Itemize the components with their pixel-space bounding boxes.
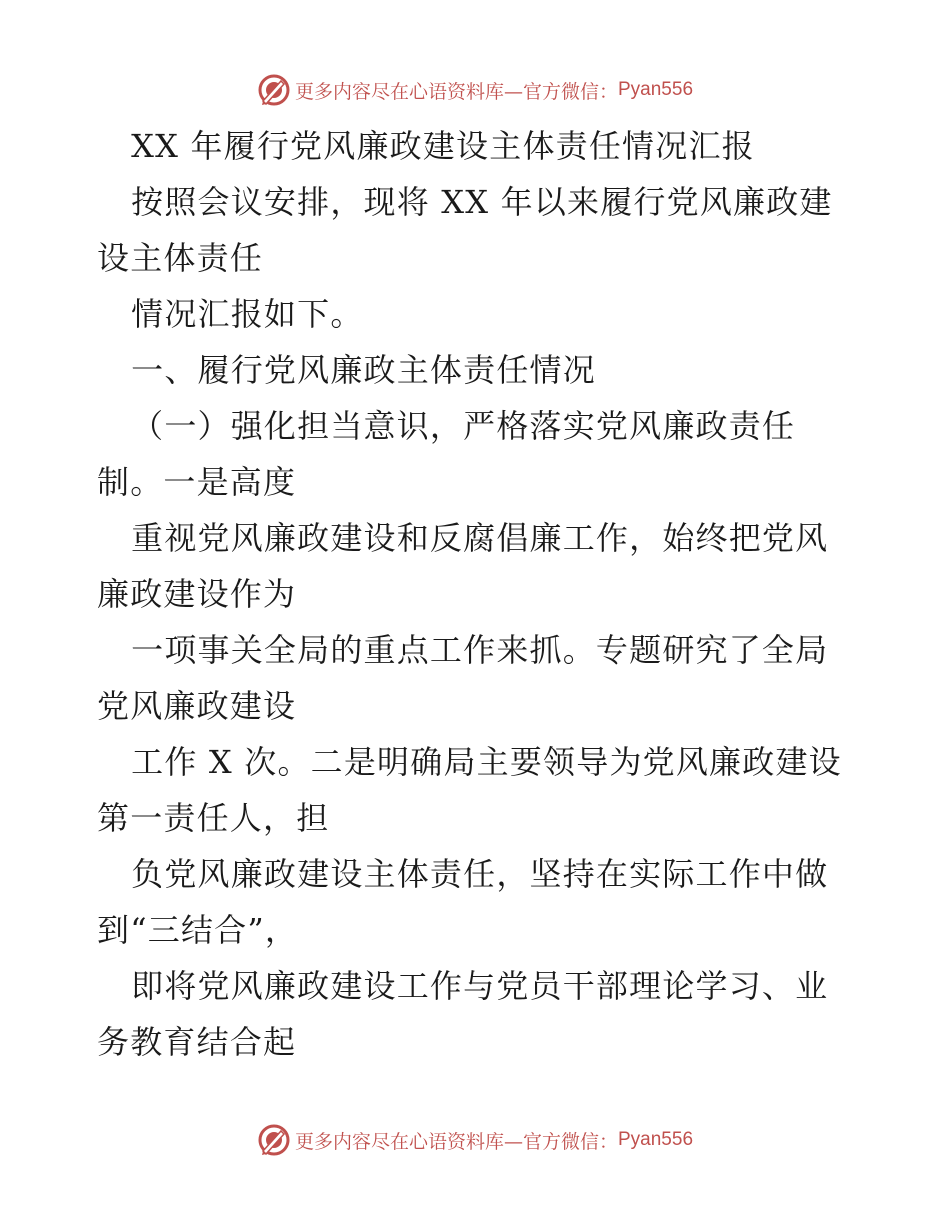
doc-paragraph: 负党风廉政建设主体责任，坚持在实际工作中做到“三结合”， [97, 855, 829, 949]
pen-logo-icon [257, 73, 291, 107]
watermark-wechat-id: Pyan556 [618, 79, 694, 100]
watermark-wechat-id: Pyan556 [618, 1129, 694, 1150]
doc-paragraph: 重视党风廉政建设和反腐倡廉工作，始终把党风廉政建设作为 [97, 519, 829, 613]
document-body [97, 118, 857, 1070]
watermark-text: 更多内容尽在心语资料库—官方微信： [294, 80, 618, 103]
doc-paragraph: （一）强化担当意识，严格落实党风廉政责任制。一是高度 [97, 407, 796, 501]
section-heading: 一、履行党风廉政主体责任情况 [97, 351, 596, 389]
doc-paragraph: 按照会议安排，现将 XX 年以来履行党风廉政建设主体责任 [97, 183, 833, 277]
doc-paragraph: 工作 X 次。二是明确局主要领导为党风廉政建设第一责任人，担 [97, 743, 842, 837]
doc-paragraph: 情况汇报如下。 [97, 295, 364, 333]
top-watermark-banner [0, 70, 950, 110]
bottom-watermark-banner [0, 1120, 950, 1160]
doc-paragraph: 即将党风廉政建设工作与党员干部理论学习、业务教育结合起 [97, 967, 829, 1061]
watermark-text: 更多内容尽在心语资料库—官方微信： [294, 1130, 618, 1153]
doc-title: XX 年履行党风廉政建设主体责任情况汇报 [97, 127, 755, 165]
doc-paragraph: 一项事关全局的重点工作来抓。专题研究了全局党风廉政建设 [97, 631, 829, 725]
pen-logo-icon [257, 1123, 291, 1157]
